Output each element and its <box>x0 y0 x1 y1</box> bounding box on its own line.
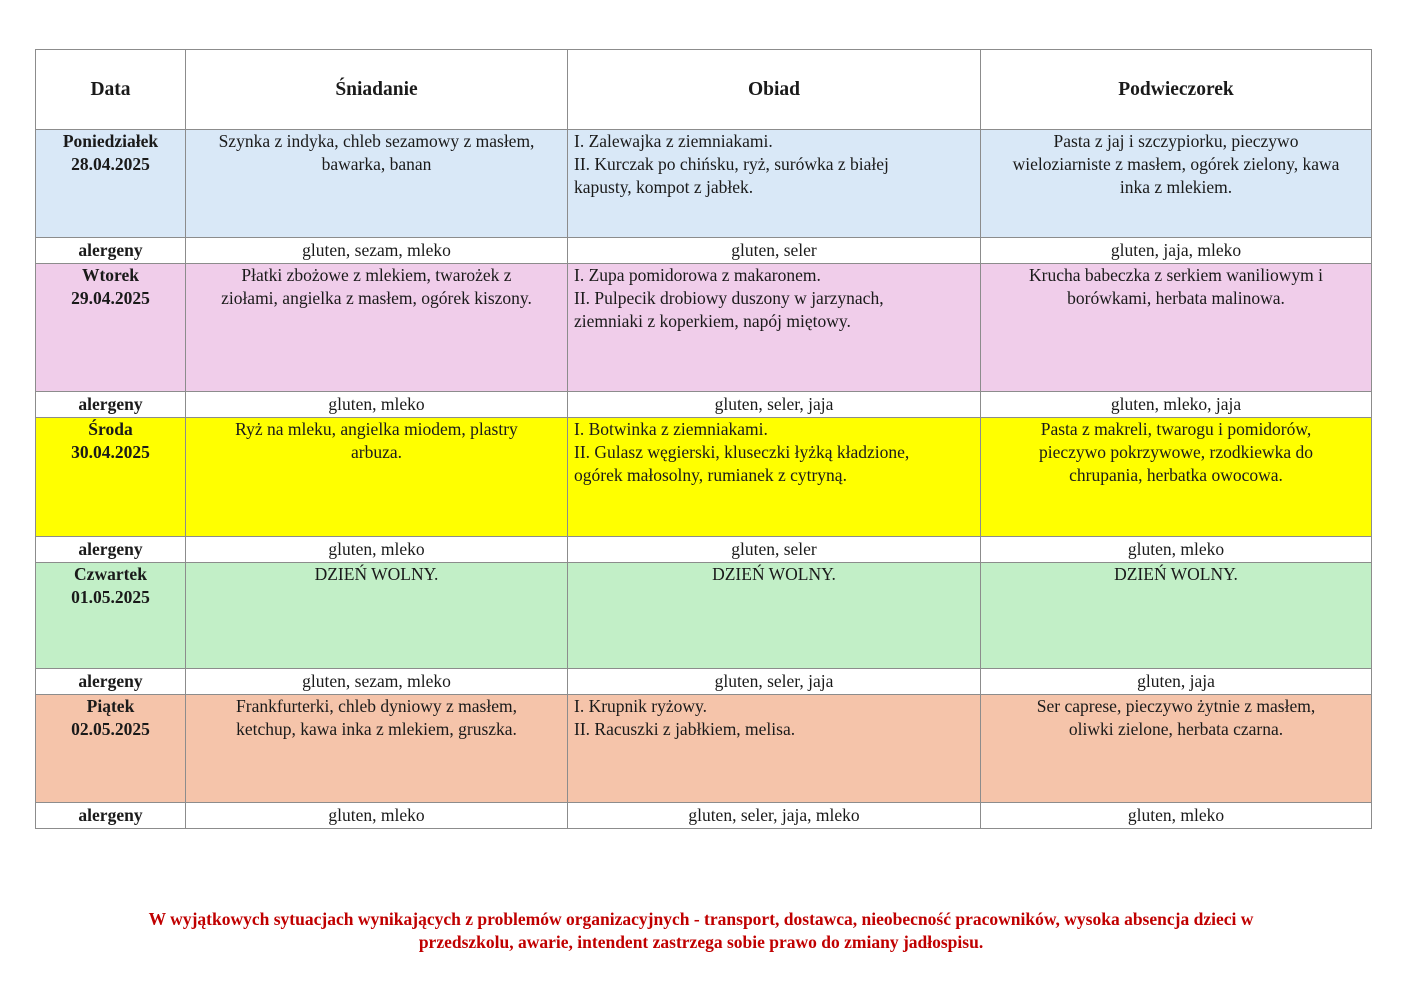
snack-cell <box>981 418 1372 537</box>
breakfast-line: DZIEŃ WOLNY. <box>314 564 439 584</box>
allergen-breakfast: gluten, sezam, mleko <box>186 669 568 695</box>
allergen-lunch: gluten, seler, jaja <box>568 392 981 418</box>
day-name: Poniedziałek <box>62 131 159 151</box>
header-breakfast: Śniadanie <box>186 50 568 130</box>
breakfast-line: ketchup, kawa inka z mlekiem, gruszka. <box>236 719 517 739</box>
header-lunch: Obiad <box>568 50 981 130</box>
allergen-snack: gluten, mleko, jaja <box>981 392 1372 418</box>
snack-line: inka z mlekiem. <box>1119 177 1233 197</box>
day-cell <box>36 418 186 537</box>
snack-line: Krucha babeczka z serkiem waniliowym i <box>1029 265 1323 285</box>
breakfast-line: Szynka z indyka, chleb sezamowy z masłem, <box>218 131 535 151</box>
day-date: 29.04.2025 <box>71 288 150 308</box>
snack-cell <box>981 563 1372 669</box>
allergen-row <box>36 238 1372 264</box>
lunch-line: I. Botwinka z ziemniakami. <box>574 419 768 439</box>
day-row-monday <box>36 130 1372 238</box>
snack-line: chrupania, herbatka owocowa. <box>1069 465 1283 485</box>
lunch-line: II. Gulasz węgierski, kluseczki łyżką kładzione, <box>574 442 910 462</box>
allergen-label: alergeny <box>36 238 186 264</box>
day-cell <box>36 264 186 392</box>
allergen-breakfast: gluten, mleko <box>186 537 568 563</box>
lunch-line: II. Racuszki z jabłkiem, melisa. <box>574 719 796 739</box>
allergen-snack: gluten, jaja <box>981 669 1372 695</box>
lunch-line: II. Pulpecik drobiowy duszony w jarzynach, <box>574 288 884 308</box>
day-cell <box>36 130 186 238</box>
day-row-wednesday <box>36 418 1372 537</box>
allergen-snack: gluten, jaja, mleko <box>981 238 1372 264</box>
lunch-line: ziemniaki z koperkiem, napój miętowy. <box>574 311 851 331</box>
breakfast-line: Ryż na mleku, angielka miodem, plastry <box>235 419 518 439</box>
lunch-line: II. Kurczak po chińsku, ryż, surówka z białej <box>574 154 889 174</box>
snack-cell <box>981 264 1372 392</box>
snack-line: oliwki zielone, herbata czarna. <box>1068 719 1284 739</box>
header-row <box>36 50 1372 130</box>
day-date: 02.05.2025 <box>71 719 150 739</box>
lunch-line: I. Krupnik ryżowy. <box>574 696 708 716</box>
snack-line: Ser caprese, pieczywo żytnie z masłem, <box>1036 696 1316 716</box>
day-cell <box>36 695 186 803</box>
snack-line: wieloziarniste z masłem, ogórek zielony, kawa <box>1012 154 1340 174</box>
allergen-lunch: gluten, seler <box>568 537 981 563</box>
breakfast-cell <box>186 695 568 803</box>
breakfast-cell <box>186 264 568 392</box>
allergen-label: alergeny <box>36 392 186 418</box>
disclaimer-line: W wyjątkowych sytuacjach wynikających z problemów organizacyjnych - transport, dostawca, nieobecność pracowników, wysoka absencja dzieci w <box>148 909 1254 929</box>
lunch-line: kapusty, kompot z jabłek. <box>574 177 754 197</box>
menu-table <box>35 49 1372 829</box>
lunch-line: I. Zalewajka z ziemniakami. <box>574 131 773 151</box>
allergen-snack: gluten, mleko <box>981 803 1372 829</box>
lunch-line: ogórek małosolny, rumianek z cytryną. <box>574 465 847 485</box>
lunch-cell <box>568 563 981 669</box>
breakfast-cell <box>186 418 568 537</box>
lunch-cell <box>568 695 981 803</box>
allergen-row <box>36 669 1372 695</box>
day-date: 28.04.2025 <box>71 154 150 174</box>
snack-cell <box>981 130 1372 238</box>
lunch-line: DZIEŃ WOLNY. <box>712 564 836 584</box>
allergen-row <box>36 537 1372 563</box>
snack-cell <box>981 695 1372 803</box>
allergen-breakfast: gluten, mleko <box>186 392 568 418</box>
allergen-breakfast: gluten, mleko <box>186 803 568 829</box>
breakfast-line: Frankfurterki, chleb dyniowy z masłem, <box>236 696 517 716</box>
day-row-thursday <box>36 563 1372 669</box>
day-date: 30.04.2025 <box>71 442 150 462</box>
snack-line: pieczywo pokrzywowe, rzodkiewka do <box>1038 442 1314 462</box>
snack-line: Pasta z makreli, twarogu i pomidorów, <box>1040 419 1312 439</box>
allergen-lunch: gluten, seler, jaja <box>568 669 981 695</box>
header-data: Data <box>36 50 186 130</box>
lunch-cell <box>568 418 981 537</box>
allergen-row <box>36 392 1372 418</box>
allergen-lunch: gluten, seler, jaja, mleko <box>568 803 981 829</box>
breakfast-line: Płatki zbożowe z mlekiem, twarożek z <box>241 265 512 285</box>
breakfast-line: arbuza. <box>350 442 402 462</box>
allergen-label: alergeny <box>36 803 186 829</box>
allergen-label: alergeny <box>36 669 186 695</box>
allergen-row <box>36 803 1372 829</box>
day-name: Piątek <box>86 696 135 716</box>
snack-line: Pasta z jaj i szczypiorku, pieczywo <box>1053 131 1299 151</box>
breakfast-cell <box>186 130 568 238</box>
breakfast-cell <box>186 563 568 669</box>
allergen-breakfast: gluten, sezam, mleko <box>186 238 568 264</box>
day-name: Czwartek <box>74 564 147 584</box>
allergen-lunch: gluten, seler <box>568 238 981 264</box>
day-row-friday <box>36 695 1372 803</box>
header-snack: Podwieczorek <box>981 50 1372 130</box>
allergen-snack: gluten, mleko <box>981 537 1372 563</box>
lunch-cell <box>568 264 981 392</box>
snack-line: borówkami, herbata malinowa. <box>1067 288 1285 308</box>
day-row-tuesday <box>36 264 1372 392</box>
lunch-cell <box>568 130 981 238</box>
disclaimer-line: przedszkolu, awarie, intendent zastrzega sobie prawo do zmiany jadłospisu. <box>418 932 984 952</box>
day-date: 01.05.2025 <box>71 587 150 607</box>
lunch-line: I. Zupa pomidorowa z makaronem. <box>574 265 821 285</box>
day-name: Wtorek <box>81 265 140 285</box>
allergen-label: alergeny <box>36 537 186 563</box>
breakfast-line: bawarka, banan <box>321 154 432 174</box>
snack-line: DZIEŃ WOLNY. <box>1114 564 1238 584</box>
day-name: Środa <box>88 419 133 439</box>
day-cell <box>36 563 186 669</box>
disclaimer-note <box>40 908 1362 954</box>
breakfast-line: ziołami, angielka z masłem, ogórek kiszony. <box>221 288 532 308</box>
